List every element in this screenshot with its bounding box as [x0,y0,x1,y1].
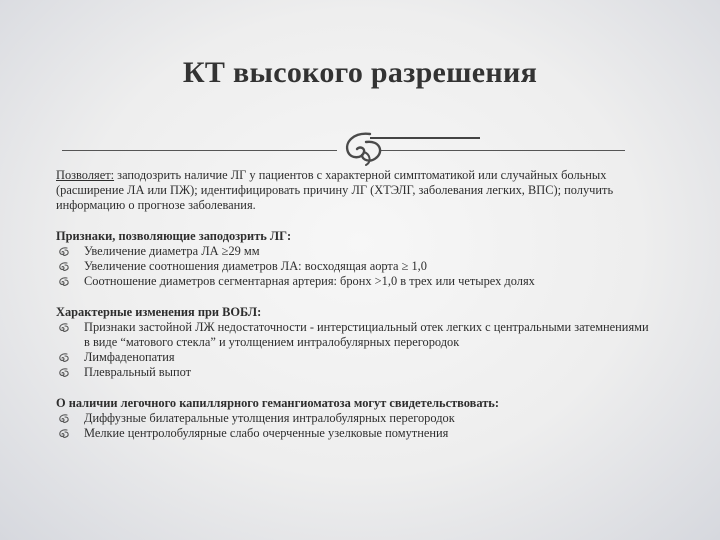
sections-container [56,229,656,441]
list-item [56,411,656,426]
list-item [56,350,656,365]
list-item [56,244,656,259]
flourish-ornament-icon [340,128,386,168]
list-item-text: Лимфаденопатия [84,350,175,364]
bullet-icon [58,367,70,378]
intro-paragraph [56,168,656,213]
divider-accent [370,137,480,139]
bullet-icon [58,261,70,272]
divider-right [380,150,625,151]
section-heading: Признаки, позволяющие заподозрить ЛГ: [56,229,292,243]
bullet-icon [58,413,70,424]
list-item-text: Мелкие центролобулярные слабо очерченные узелковые помутнения [84,426,449,440]
list-item-text: Увеличение диаметра ЛА ≥29 мм [84,244,260,258]
list-item-text: Соотношение диаметров сегментарная артерия: бронх >1,0 в трех или четырех долях [84,274,535,288]
bullet-list [56,244,656,289]
intro-text: заподозрить наличие ЛГ у пациентов с характерной симптоматикой или случайных больных (расширение ЛА или ПЖ); идентифицировать причину ЛГ (ХТЭЛГ, заболевания легких, ВПС); получить информацию о прогнозе заболевания. [56,168,614,212]
bullet-icon [58,428,70,439]
bullet-icon [58,322,70,333]
list-item [56,426,656,441]
list-item-text: Диффузные билатеральные утолщения интралобулярных перегородок [84,411,455,425]
section-heading: Характерные изменения при ВОБЛ: [56,305,262,319]
list-item [56,259,656,274]
section-heading: О наличии легочного капиллярного гемангиоматоза могут свидетельствовать: [56,396,499,410]
bullet-list [56,411,656,441]
intro-lead: Позволяет: [56,168,115,182]
bullet-icon [58,246,70,257]
divider-left [62,150,337,151]
list-item [56,274,656,289]
bullet-icon [58,352,70,363]
list-item [56,365,656,380]
bullet-icon [58,276,70,287]
list-item-text: Увеличение соотношения диаметров ЛА: восходящая аорта ≥ 1,0 [84,259,427,273]
bullet-list [56,320,656,380]
list-item-text: Признаки застойной ЛЖ недостаточности - интерстициальный отек легких с центральными затемнениями в виде “матового стекла” и утолщением интралобулярных перегородок [84,320,649,349]
list-item [56,320,656,350]
slide-content [56,168,656,457]
slide-title: КТ высокого разрешения [182,56,538,89]
list-item-text: Плевральный выпот [84,365,192,379]
